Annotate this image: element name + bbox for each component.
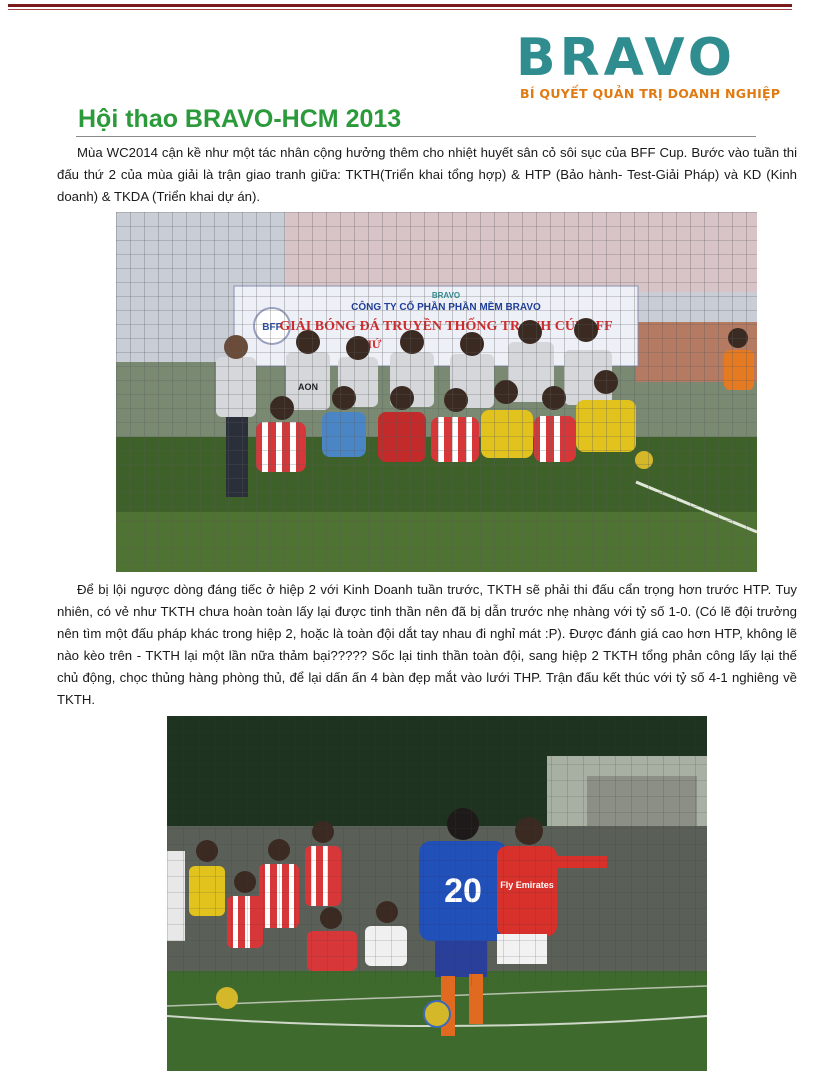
article-title: Hội thao BRAVO-HCM 2013 — [78, 105, 402, 133]
header-rule-thin — [8, 9, 792, 10]
match-photo — [167, 716, 707, 1071]
logo-tagline: BÍ QUYẾT QUẢN TRỊ DOANH NGHIỆP — [520, 86, 781, 101]
team-photo — [116, 212, 757, 572]
paragraph-2-text: Để bị lội ngược dòng đáng tiếc ở hiệp 2 với Kinh Doanh tuần trước, TKTH sẽ phải thi đấu cẩn trọng hơn trước HTP. Tuy nhiên, có vẻ như TKTH chưa hoàn toàn lấy lại được tinh thần nên đã bị dẫn trước nhẹ nhàng với tỷ số 1-0. (Có lẽ đội trưởng nên tìm một đấu pháp khác trong hiệp 2, hoặc là toàn đội dắt tay nhau đi nghỉ mát :P). Được đánh giá cao hơn HTP, không lẽ nào kèo trên - TKTH lại một lần nữa thảm bại????? Sốc lại tinh thần toàn đội, sang hiệp 2 TKTH tổng phản công lấy lại thế chủ động, chọc thủng hàng phòng thủ, để lại dấn ấn 4 bàn đẹp mắt vào lưới THP. Trận đấu kết thúc với tỷ số 4-1 nghiêng về TKTH. — [57, 582, 797, 707]
article-paragraph-2 — [57, 579, 797, 711]
title-underline — [76, 136, 756, 137]
paragraph-1-text: Mùa WC2014 cận kề như một tác nhân cộng hưởng thêm cho nhiệt huyết sân cỏ sôi sục của BFF Cup. Bước vào tuần thi đấu thứ 2 của mùa giải là trận giao tranh giữa: TKTH(Triển khai tổng hợp) & HTP (Bảo hành- Test-Giải Pháp) và KD (Kinh doanh) & TKDA (Triển khai dự án). — [57, 145, 797, 204]
bravo-logo — [516, 28, 781, 110]
logo-wordmark: BRAVO — [516, 28, 736, 88]
article-paragraph-1 — [57, 142, 797, 208]
header-rule-thick — [8, 4, 792, 7]
